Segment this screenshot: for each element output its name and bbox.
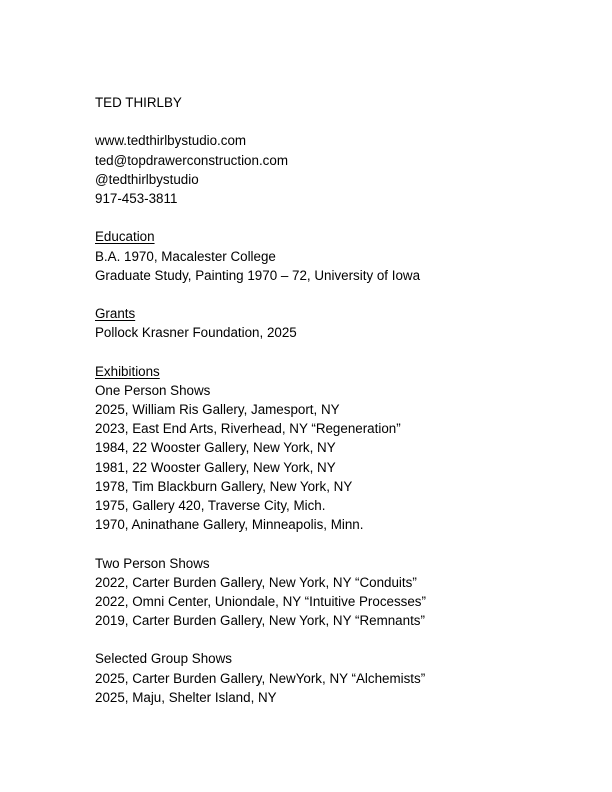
one-person-shows-heading: One Person Shows xyxy=(95,382,211,398)
website-text: www.tedthirlbystudio.com xyxy=(95,133,247,149)
spacer xyxy=(95,342,595,361)
exhibitions-heading: Exhibitions xyxy=(95,363,160,379)
spacer xyxy=(95,630,595,649)
phone-text: 917-453-3811 xyxy=(95,190,178,206)
artist-name: TED THIRLBY xyxy=(95,95,182,110)
exhibition-item: 2022, Omni Center, Uniondale, NY “Intuitive Processes” xyxy=(95,593,426,609)
resume-document xyxy=(95,93,595,707)
exhibition-item: 1975, Gallery 420, Traverse City, Mich. xyxy=(95,497,326,513)
exhibition-item: 2025, Carter Burden Gallery, NewYork, NY “Alchemists” xyxy=(95,670,426,686)
exhibition-item: 2019, Carter Burden Gallery, New York, NY “Remnants” xyxy=(95,613,425,629)
grants-heading: Grants xyxy=(95,306,136,322)
social-handle-text: @tedthirlbystudio xyxy=(95,171,199,187)
group-shows-heading: Selected Group Shows xyxy=(95,651,232,667)
exhibitions-section xyxy=(95,362,595,707)
education-section xyxy=(95,227,595,285)
one-person-shows xyxy=(95,381,595,535)
exhibition-item: 2023, East End Arts, Riverhead, NY “Regeneration” xyxy=(95,421,401,437)
exhibition-item: 2025, William Ris Gallery, Jamesport, NY xyxy=(95,402,340,417)
grant-item: Pollock Krasner Foundation, 2025 xyxy=(95,325,297,341)
grants-section xyxy=(95,304,595,342)
education-item: B.A. 1970, Macalester College xyxy=(95,248,276,264)
spacer xyxy=(95,208,595,227)
exhibition-item: 1978, Tim Blackburn Gallery, New York, NY xyxy=(95,478,353,494)
spacer xyxy=(95,534,595,553)
exhibition-item: 1984, 22 Wooster Gallery, New York, NY xyxy=(95,440,336,456)
spacer xyxy=(95,112,595,131)
exhibition-item: 2025, Maju, Shelter Island, NY xyxy=(95,689,277,705)
education-heading: Education xyxy=(95,229,155,245)
education-item: Graduate Study, Painting 1970 – 72, University of Iowa xyxy=(95,267,421,283)
email-text: ted@topdrawerconstruction.com xyxy=(95,152,288,168)
group-shows xyxy=(95,649,595,707)
two-person-shows-heading: Two Person Shows xyxy=(95,555,210,571)
exhibition-item: 2022, Carter Burden Gallery, New York, NY “Conduits” xyxy=(95,574,417,590)
exhibition-item: 1970, Aninathane Gallery, Minneapolis, Minn. xyxy=(95,517,364,533)
exhibition-item: 1981, 22 Wooster Gallery, New York, NY xyxy=(95,459,336,475)
spacer xyxy=(95,285,595,304)
two-person-shows xyxy=(95,554,595,631)
contact-section xyxy=(95,131,595,208)
